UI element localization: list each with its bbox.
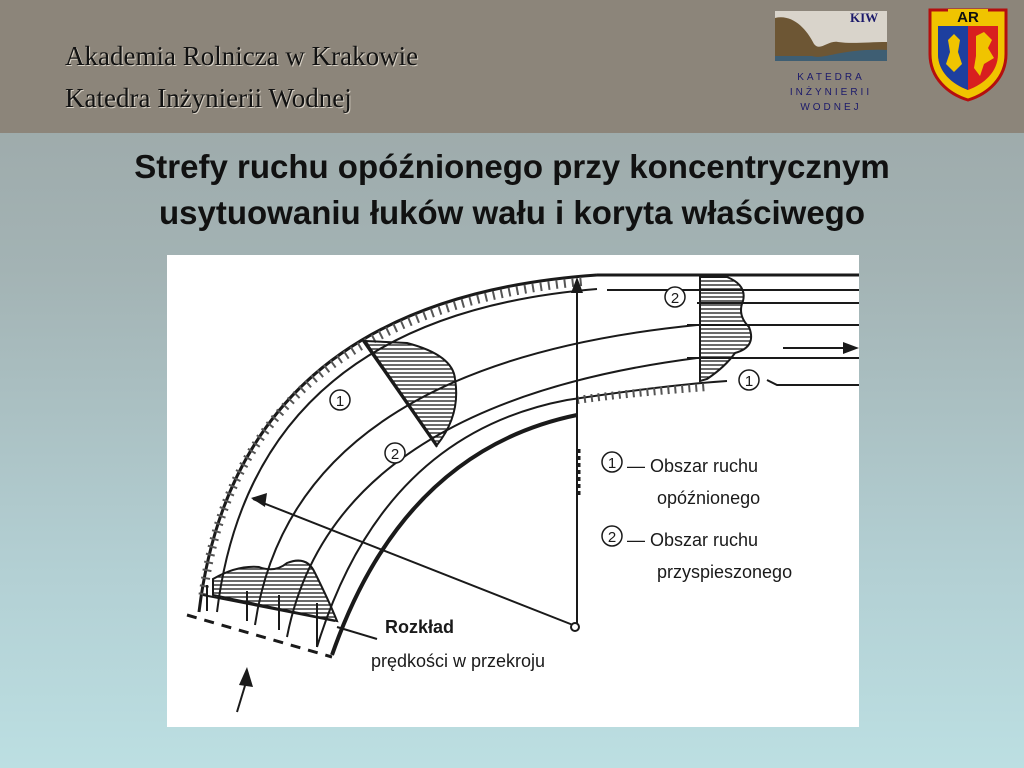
legend-2-line2: przyspieszonego bbox=[657, 562, 793, 582]
legend-1-line2: opóźnionego bbox=[657, 488, 761, 508]
kiw-logo-line2: INŻYNIERII bbox=[789, 87, 873, 98]
legend-2-number: 2 bbox=[607, 529, 617, 546]
ar-logo-abbrev: AR bbox=[957, 9, 979, 26]
diagram-panel bbox=[167, 255, 859, 727]
zone-1-label: 1 bbox=[335, 393, 345, 410]
inner-bank-thick bbox=[332, 415, 577, 655]
legend-1-number: 1 bbox=[607, 455, 617, 472]
title-line-1: Strefy ruchu opóźnionego przy koncentrycznym bbox=[134, 148, 890, 185]
kiw-logo bbox=[772, 8, 890, 118]
inlet-velocity-profile bbox=[213, 561, 337, 621]
outflow-zone-1-label: 1 bbox=[744, 373, 754, 390]
title-line-2: usytuowaniu łuków wału i koryta właściwego bbox=[159, 194, 865, 231]
legend-1-line1: — Obszar ruchu bbox=[627, 456, 759, 476]
kiw-logo-line1: KATEDRA bbox=[797, 72, 865, 83]
annotation-line-1: Rozkład bbox=[385, 617, 455, 637]
channel-inner-bank bbox=[317, 381, 727, 647]
kiw-logo-abbrev: KIW bbox=[850, 10, 879, 25]
inlet-baseline bbox=[187, 615, 332, 657]
flow-arrow-icon bbox=[843, 342, 859, 354]
levee-hatching bbox=[203, 281, 587, 595]
annotation-line-2: prędkości w przekroju bbox=[371, 651, 546, 671]
institution-name: Akademia Rolnicza w Krakowie bbox=[65, 41, 419, 71]
inflow-arrow-icon bbox=[239, 667, 253, 687]
outflow-zone-2-label: 2 bbox=[670, 290, 680, 307]
header-bar bbox=[0, 0, 1024, 133]
bend-center-point bbox=[571, 623, 579, 631]
zone-2-label: 2 bbox=[390, 446, 400, 463]
bend-velocity-profile bbox=[365, 341, 456, 445]
annotation-leader bbox=[337, 627, 377, 639]
outflow-bank-upper bbox=[767, 380, 859, 385]
legend-2-line1: — Obszar ruchu bbox=[627, 530, 759, 550]
bend-diagram bbox=[167, 255, 859, 727]
kiw-logo-line3: WODNEJ bbox=[800, 102, 862, 113]
department-name: Katedra Inżynierii Wodnej bbox=[65, 83, 352, 113]
levee-inner-line bbox=[217, 289, 597, 612]
ar-logo bbox=[924, 6, 1012, 102]
outflow-velocity-profile bbox=[700, 277, 751, 381]
slide-title bbox=[0, 144, 1024, 236]
